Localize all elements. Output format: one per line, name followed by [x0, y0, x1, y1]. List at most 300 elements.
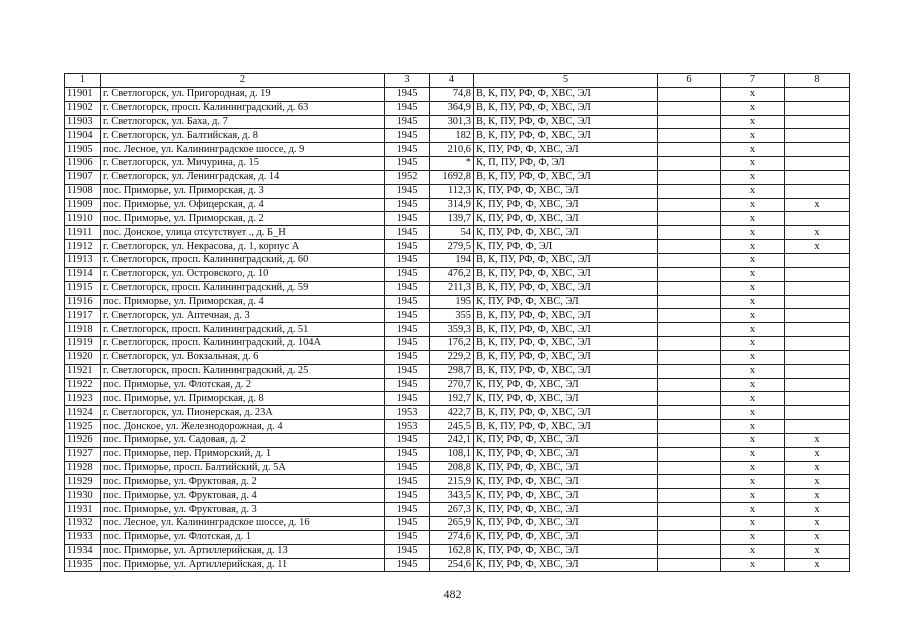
column-6-cell: [658, 433, 721, 447]
address-cell: г. Светлогорск, просп. Калининградский, д. 104А: [101, 337, 385, 351]
table-row: [65, 143, 850, 157]
table-row: [65, 544, 850, 558]
table-row: [65, 433, 850, 447]
column-8-mark-cell: [785, 406, 850, 420]
column-6-cell: [658, 475, 721, 489]
table-row: [65, 420, 850, 434]
address-cell: г. Светлогорск, ул. Пригородная, д. 19: [101, 87, 385, 101]
table-row: [65, 115, 850, 129]
column-6-cell: [658, 267, 721, 281]
year-cell: 1945: [385, 558, 430, 572]
area-cell: 74,8: [430, 87, 474, 101]
year-cell: 1945: [385, 323, 430, 337]
row-number-cell: 11927: [65, 447, 101, 461]
row-number-cell: 11916: [65, 295, 101, 309]
area-cell: 267,3: [430, 503, 474, 517]
year-cell: 1945: [385, 447, 430, 461]
column-7-mark-cell: x: [721, 212, 785, 226]
address-cell: пос. Приморье, ул. Приморская, д. 8: [101, 392, 385, 406]
row-number-cell: 11908: [65, 184, 101, 198]
column-6-cell: [658, 364, 721, 378]
year-cell: 1945: [385, 364, 430, 378]
area-cell: *: [430, 157, 474, 171]
column-6-cell: [658, 170, 721, 184]
address-cell: пос. Приморье, ул. Флотская, д. 2: [101, 378, 385, 392]
area-cell: 265,9: [430, 517, 474, 531]
year-cell: 1945: [385, 226, 430, 240]
table-row: [65, 129, 850, 143]
address-cell: пос. Донское, улица отсутствует ., д. Б_Н: [101, 226, 385, 240]
year-cell: 1945: [385, 489, 430, 503]
table-row: [65, 226, 850, 240]
column-7-mark-cell: x: [721, 420, 785, 434]
year-cell: 1945: [385, 129, 430, 143]
table-row: [65, 87, 850, 101]
utilities-cell: К, ПУ, РФ, Ф, ЭЛ: [474, 240, 658, 254]
column-6-cell: [658, 392, 721, 406]
table-row: [65, 157, 850, 171]
column-7-mark-cell: x: [721, 558, 785, 572]
utilities-cell: К, ПУ, РФ, Ф, ХВС, ЭЛ: [474, 378, 658, 392]
column-6-cell: [658, 212, 721, 226]
column-6-cell: [658, 378, 721, 392]
row-number-cell: 11931: [65, 503, 101, 517]
header-row: [65, 74, 850, 88]
column-6-cell: [658, 309, 721, 323]
address-cell: г. Светлогорск, ул. Некрасова, д. 1, корпус А: [101, 240, 385, 254]
column-6-cell: [658, 157, 721, 171]
column-8-mark-cell: x: [785, 475, 850, 489]
year-cell: 1945: [385, 544, 430, 558]
area-cell: 301,3: [430, 115, 474, 129]
column-8-mark-cell: [785, 323, 850, 337]
row-number-cell: 11925: [65, 420, 101, 434]
column-7-mark-cell: x: [721, 503, 785, 517]
year-cell: 1945: [385, 184, 430, 198]
year-cell: 1945: [385, 281, 430, 295]
column-7-mark-cell: x: [721, 544, 785, 558]
utilities-cell: К, ПУ, РФ, Ф, ХВС, ЭЛ: [474, 461, 658, 475]
column-7-mark-cell: x: [721, 129, 785, 143]
row-number-cell: 11920: [65, 350, 101, 364]
table-row: [65, 392, 850, 406]
year-cell: 1945: [385, 337, 430, 351]
column-7-mark-cell: x: [721, 226, 785, 240]
table-body: [65, 87, 850, 572]
year-cell: 1945: [385, 503, 430, 517]
column-6-cell: [658, 253, 721, 267]
utilities-cell: К, ПУ, РФ, Ф, ХВС, ЭЛ: [474, 198, 658, 212]
year-cell: 1945: [385, 433, 430, 447]
year-cell: 1945: [385, 240, 430, 254]
column-7-mark-cell: x: [721, 323, 785, 337]
year-cell: 1945: [385, 517, 430, 531]
address-cell: г. Светлогорск, просп. Калининградский, д. 51: [101, 323, 385, 337]
year-cell: 1945: [385, 392, 430, 406]
column-7-mark-cell: x: [721, 87, 785, 101]
year-cell: 1945: [385, 267, 430, 281]
utilities-cell: К, ПУ, РФ, Ф, ХВС, ЭЛ: [474, 226, 658, 240]
row-number-cell: 11903: [65, 115, 101, 129]
table-row: [65, 517, 850, 531]
table-row: [65, 281, 850, 295]
column-6-cell: [658, 87, 721, 101]
column-8-mark-cell: x: [785, 517, 850, 531]
row-number-cell: 11924: [65, 406, 101, 420]
column-6-cell: [658, 129, 721, 143]
table-row: [65, 378, 850, 392]
area-cell: 245,5: [430, 420, 474, 434]
column-6-cell: [658, 420, 721, 434]
column-6-cell: [658, 226, 721, 240]
column-7-mark-cell: x: [721, 115, 785, 129]
row-number-cell: 11929: [65, 475, 101, 489]
utilities-cell: В, К, ПУ, РФ, Ф, ХВС, ЭЛ: [474, 253, 658, 267]
table-row: [65, 503, 850, 517]
column-6-cell: [658, 489, 721, 503]
year-cell: 1945: [385, 475, 430, 489]
column-6-cell: [658, 350, 721, 364]
column-header-8: 8: [785, 74, 850, 88]
column-7-mark-cell: x: [721, 240, 785, 254]
area-cell: 279,5: [430, 240, 474, 254]
column-8-mark-cell: [785, 392, 850, 406]
year-cell: 1953: [385, 406, 430, 420]
row-number-cell: 11915: [65, 281, 101, 295]
year-cell: 1945: [385, 198, 430, 212]
year-cell: 1945: [385, 143, 430, 157]
column-8-mark-cell: [785, 309, 850, 323]
address-cell: пос. Приморье, ул. Флотская, д. 1: [101, 530, 385, 544]
column-8-mark-cell: [785, 364, 850, 378]
column-header-1: 1: [65, 74, 101, 88]
column-6-cell: [658, 447, 721, 461]
column-6-cell: [658, 558, 721, 572]
column-8-mark-cell: [785, 295, 850, 309]
row-number-cell: 11905: [65, 143, 101, 157]
address-cell: пос. Приморье, ул. Офицерская, д. 4: [101, 198, 385, 212]
area-cell: 359,3: [430, 323, 474, 337]
area-cell: 162,8: [430, 544, 474, 558]
year-cell: 1945: [385, 101, 430, 115]
column-8-mark-cell: x: [785, 240, 850, 254]
address-cell: пос. Донское, ул. Железнодорожная, д. 4: [101, 420, 385, 434]
area-cell: 108,1: [430, 447, 474, 461]
table-row: [65, 406, 850, 420]
column-8-mark-cell: [785, 143, 850, 157]
row-number-cell: 11910: [65, 212, 101, 226]
utilities-cell: К, ПУ, РФ, Ф, ХВС, ЭЛ: [474, 295, 658, 309]
row-number-cell: 11906: [65, 157, 101, 171]
column-7-mark-cell: x: [721, 281, 785, 295]
column-8-mark-cell: x: [785, 433, 850, 447]
address-cell: г. Светлогорск, ул. Мичурина, д. 15: [101, 157, 385, 171]
utilities-cell: В, К, ПУ, РФ, Ф, ХВС, ЭЛ: [474, 337, 658, 351]
utilities-cell: К, ПУ, РФ, Ф, ХВС, ЭЛ: [474, 212, 658, 226]
data-table: [64, 73, 850, 572]
column-8-mark-cell: [785, 267, 850, 281]
column-7-mark-cell: x: [721, 517, 785, 531]
year-cell: 1945: [385, 295, 430, 309]
table-row: [65, 267, 850, 281]
address-cell: пос. Приморье, ул. Приморская, д. 3: [101, 184, 385, 198]
column-7-mark-cell: x: [721, 157, 785, 171]
area-cell: 112,3: [430, 184, 474, 198]
table-row: [65, 240, 850, 254]
row-number-cell: 11913: [65, 253, 101, 267]
year-cell: 1945: [385, 461, 430, 475]
address-cell: пос. Приморье, просп. Балтийский, д. 5А: [101, 461, 385, 475]
table-row: [65, 253, 850, 267]
area-cell: 229,2: [430, 350, 474, 364]
column-6-cell: [658, 295, 721, 309]
column-8-mark-cell: [785, 129, 850, 143]
utilities-cell: В, К, ПУ, РФ, Ф, ХВС, ЭЛ: [474, 281, 658, 295]
utilities-cell: В, К, ПУ, РФ, Ф, ХВС, ЭЛ: [474, 87, 658, 101]
row-number-cell: 11928: [65, 461, 101, 475]
year-cell: 1945: [385, 530, 430, 544]
column-8-mark-cell: x: [785, 530, 850, 544]
utilities-cell: В, К, ПУ, РФ, Ф, ХВС, ЭЛ: [474, 170, 658, 184]
row-number-cell: 11914: [65, 267, 101, 281]
column-7-mark-cell: x: [721, 530, 785, 544]
row-number-cell: 11923: [65, 392, 101, 406]
column-6-cell: [658, 337, 721, 351]
column-7-mark-cell: x: [721, 295, 785, 309]
address-cell: г. Светлогорск, ул. Баха, д. 7: [101, 115, 385, 129]
area-cell: 254,6: [430, 558, 474, 572]
table-row: [65, 101, 850, 115]
column-header-2: 2: [101, 74, 385, 88]
table-row: [65, 530, 850, 544]
column-7-mark-cell: x: [721, 461, 785, 475]
address-cell: г. Светлогорск, ул. Пионерская, д. 23А: [101, 406, 385, 420]
address-cell: г. Светлогорск, просп. Калининградский, д. 60: [101, 253, 385, 267]
row-number-cell: 11911: [65, 226, 101, 240]
table-row: [65, 489, 850, 503]
column-7-mark-cell: x: [721, 406, 785, 420]
row-number-cell: 11904: [65, 129, 101, 143]
area-cell: 355: [430, 309, 474, 323]
row-number-cell: 11901: [65, 87, 101, 101]
column-header-3: 3: [385, 74, 430, 88]
utilities-cell: В, К, ПУ, РФ, Ф, ХВС, ЭЛ: [474, 420, 658, 434]
area-cell: 270,7: [430, 378, 474, 392]
column-6-cell: [658, 406, 721, 420]
address-cell: пос. Приморье, ул. Приморская, д. 4: [101, 295, 385, 309]
address-cell: пос. Приморье, пер. Приморский, д. 1: [101, 447, 385, 461]
column-7-mark-cell: x: [721, 433, 785, 447]
column-6-cell: [658, 281, 721, 295]
area-cell: 215,9: [430, 475, 474, 489]
column-7-mark-cell: x: [721, 447, 785, 461]
column-8-mark-cell: [785, 170, 850, 184]
year-cell: 1945: [385, 115, 430, 129]
column-7-mark-cell: x: [721, 143, 785, 157]
address-cell: пос. Лесное, ул. Калининградское шоссе, д. 9: [101, 143, 385, 157]
address-cell: г. Светлогорск, ул. Ленинградская, д. 14: [101, 170, 385, 184]
utilities-cell: К, ПУ, РФ, Ф, ХВС, ЭЛ: [474, 392, 658, 406]
area-cell: 242,1: [430, 433, 474, 447]
row-number-cell: 11933: [65, 530, 101, 544]
column-8-mark-cell: [785, 101, 850, 115]
column-7-mark-cell: x: [721, 378, 785, 392]
column-header-6: 6: [658, 74, 721, 88]
area-cell: 210,6: [430, 143, 474, 157]
area-cell: 476,2: [430, 267, 474, 281]
area-cell: 194: [430, 253, 474, 267]
column-6-cell: [658, 115, 721, 129]
row-number-cell: 11922: [65, 378, 101, 392]
utilities-cell: В, К, ПУ, РФ, Ф, ХВС, ЭЛ: [474, 350, 658, 364]
column-header-7: 7: [721, 74, 785, 88]
column-7-mark-cell: x: [721, 475, 785, 489]
table-row: [65, 364, 850, 378]
utilities-cell: В, К, ПУ, РФ, Ф, ХВС, ЭЛ: [474, 309, 658, 323]
utilities-cell: К, ПУ, РФ, Ф, ХВС, ЭЛ: [474, 517, 658, 531]
table-row: [65, 184, 850, 198]
row-number-cell: 11909: [65, 198, 101, 212]
column-header-5: 5: [474, 74, 658, 88]
utilities-cell: В, К, ПУ, РФ, Ф, ХВС, ЭЛ: [474, 115, 658, 129]
table-row: [65, 212, 850, 226]
year-cell: 1945: [385, 87, 430, 101]
column-6-cell: [658, 503, 721, 517]
utilities-cell: В, К, ПУ, РФ, Ф, ХВС, ЭЛ: [474, 101, 658, 115]
column-6-cell: [658, 544, 721, 558]
utilities-cell: К, П, ПУ, РФ, Ф, ЭЛ: [474, 157, 658, 171]
column-8-mark-cell: [785, 212, 850, 226]
area-cell: 1692,8: [430, 170, 474, 184]
address-cell: г. Светлогорск, ул. Балтийская, д. 8: [101, 129, 385, 143]
row-number-cell: 11902: [65, 101, 101, 115]
row-number-cell: 11926: [65, 433, 101, 447]
address-cell: г. Светлогорск, ул. Островского, д. 10: [101, 267, 385, 281]
utilities-cell: К, ПУ, РФ, Ф, ХВС, ЭЛ: [474, 489, 658, 503]
row-number-cell: 11930: [65, 489, 101, 503]
column-8-mark-cell: x: [785, 447, 850, 461]
column-7-mark-cell: x: [721, 350, 785, 364]
table-row: [65, 558, 850, 572]
area-cell: 182: [430, 129, 474, 143]
year-cell: 1953: [385, 420, 430, 434]
column-7-mark-cell: x: [721, 489, 785, 503]
area-cell: 139,7: [430, 212, 474, 226]
utilities-cell: К, ПУ, РФ, Ф, ХВС, ЭЛ: [474, 447, 658, 461]
table-header: [65, 74, 850, 88]
row-number-cell: 11934: [65, 544, 101, 558]
column-6-cell: [658, 461, 721, 475]
column-7-mark-cell: x: [721, 184, 785, 198]
column-7-mark-cell: x: [721, 267, 785, 281]
column-8-mark-cell: [785, 87, 850, 101]
column-6-cell: [658, 240, 721, 254]
area-cell: 422,7: [430, 406, 474, 420]
area-cell: 298,7: [430, 364, 474, 378]
table-row: [65, 323, 850, 337]
year-cell: 1945: [385, 378, 430, 392]
table-row: [65, 309, 850, 323]
area-cell: 192,7: [430, 392, 474, 406]
address-cell: пос. Приморье, ул. Садовая, д. 2: [101, 433, 385, 447]
table-row: [65, 337, 850, 351]
column-8-mark-cell: [785, 157, 850, 171]
year-cell: 1952: [385, 170, 430, 184]
address-cell: пос. Приморье, ул. Фруктовая, д. 2: [101, 475, 385, 489]
column-7-mark-cell: x: [721, 170, 785, 184]
column-7-mark-cell: x: [721, 337, 785, 351]
address-cell: пос. Приморье, ул. Артиллерийская, д. 13: [101, 544, 385, 558]
address-cell: пос. Приморье, ул. Фруктовая, д. 4: [101, 489, 385, 503]
row-number-cell: 11919: [65, 337, 101, 351]
table-row: [65, 461, 850, 475]
area-cell: 211,3: [430, 281, 474, 295]
address-cell: г. Светлогорск, просп. Калининградский, д. 63: [101, 101, 385, 115]
area-cell: 364,9: [430, 101, 474, 115]
address-cell: г. Светлогорск, просп. Калининградский, д. 59: [101, 281, 385, 295]
address-cell: пос. Приморье, ул. Фруктовая, д. 3: [101, 503, 385, 517]
table-row: [65, 198, 850, 212]
column-header-4: 4: [430, 74, 474, 88]
area-cell: 208,8: [430, 461, 474, 475]
area-cell: 343,5: [430, 489, 474, 503]
area-cell: 54: [430, 226, 474, 240]
row-number-cell: 11907: [65, 170, 101, 184]
column-8-mark-cell: x: [785, 503, 850, 517]
area-cell: 195: [430, 295, 474, 309]
utilities-cell: В, К, ПУ, РФ, Ф, ХВС, ЭЛ: [474, 267, 658, 281]
column-7-mark-cell: x: [721, 101, 785, 115]
column-6-cell: [658, 101, 721, 115]
utilities-cell: К, ПУ, РФ, Ф, ХВС, ЭЛ: [474, 184, 658, 198]
utilities-cell: К, ПУ, РФ, Ф, ХВС, ЭЛ: [474, 475, 658, 489]
utilities-cell: К, ПУ, РФ, Ф, ХВС, ЭЛ: [474, 530, 658, 544]
year-cell: 1945: [385, 309, 430, 323]
column-7-mark-cell: x: [721, 392, 785, 406]
column-7-mark-cell: x: [721, 198, 785, 212]
row-number-cell: 11917: [65, 309, 101, 323]
column-7-mark-cell: x: [721, 309, 785, 323]
column-6-cell: [658, 517, 721, 531]
table-row: [65, 295, 850, 309]
table-row: [65, 447, 850, 461]
year-cell: 1945: [385, 350, 430, 364]
address-cell: г. Светлогорск, просп. Калининградский, д. 25: [101, 364, 385, 378]
address-cell: пос. Приморье, ул. Приморская, д. 2: [101, 212, 385, 226]
column-8-mark-cell: [785, 184, 850, 198]
column-8-mark-cell: [785, 115, 850, 129]
column-8-mark-cell: x: [785, 461, 850, 475]
utilities-cell: В, К, ПУ, РФ, Ф, ХВС, ЭЛ: [474, 364, 658, 378]
utilities-cell: В, К, ПУ, РФ, Ф, ХВС, ЭЛ: [474, 323, 658, 337]
address-cell: пос. Приморье, ул. Артиллерийская, д. 11: [101, 558, 385, 572]
column-8-mark-cell: [785, 378, 850, 392]
row-number-cell: 11932: [65, 517, 101, 531]
area-cell: 274,6: [430, 530, 474, 544]
column-6-cell: [658, 143, 721, 157]
column-6-cell: [658, 530, 721, 544]
page-number: 482: [443, 587, 462, 601]
utilities-cell: В, К, ПУ, РФ, Ф, ХВС, ЭЛ: [474, 129, 658, 143]
row-number-cell: 11918: [65, 323, 101, 337]
utilities-cell: В, К, ПУ, РФ, Ф, ХВС, ЭЛ: [474, 406, 658, 420]
address-cell: г. Светлогорск, ул. Вокзальная, д. 6: [101, 350, 385, 364]
column-8-mark-cell: [785, 253, 850, 267]
row-number-cell: 11921: [65, 364, 101, 378]
utilities-cell: К, ПУ, РФ, Ф, ХВС, ЭЛ: [474, 143, 658, 157]
column-6-cell: [658, 323, 721, 337]
column-8-mark-cell: x: [785, 489, 850, 503]
